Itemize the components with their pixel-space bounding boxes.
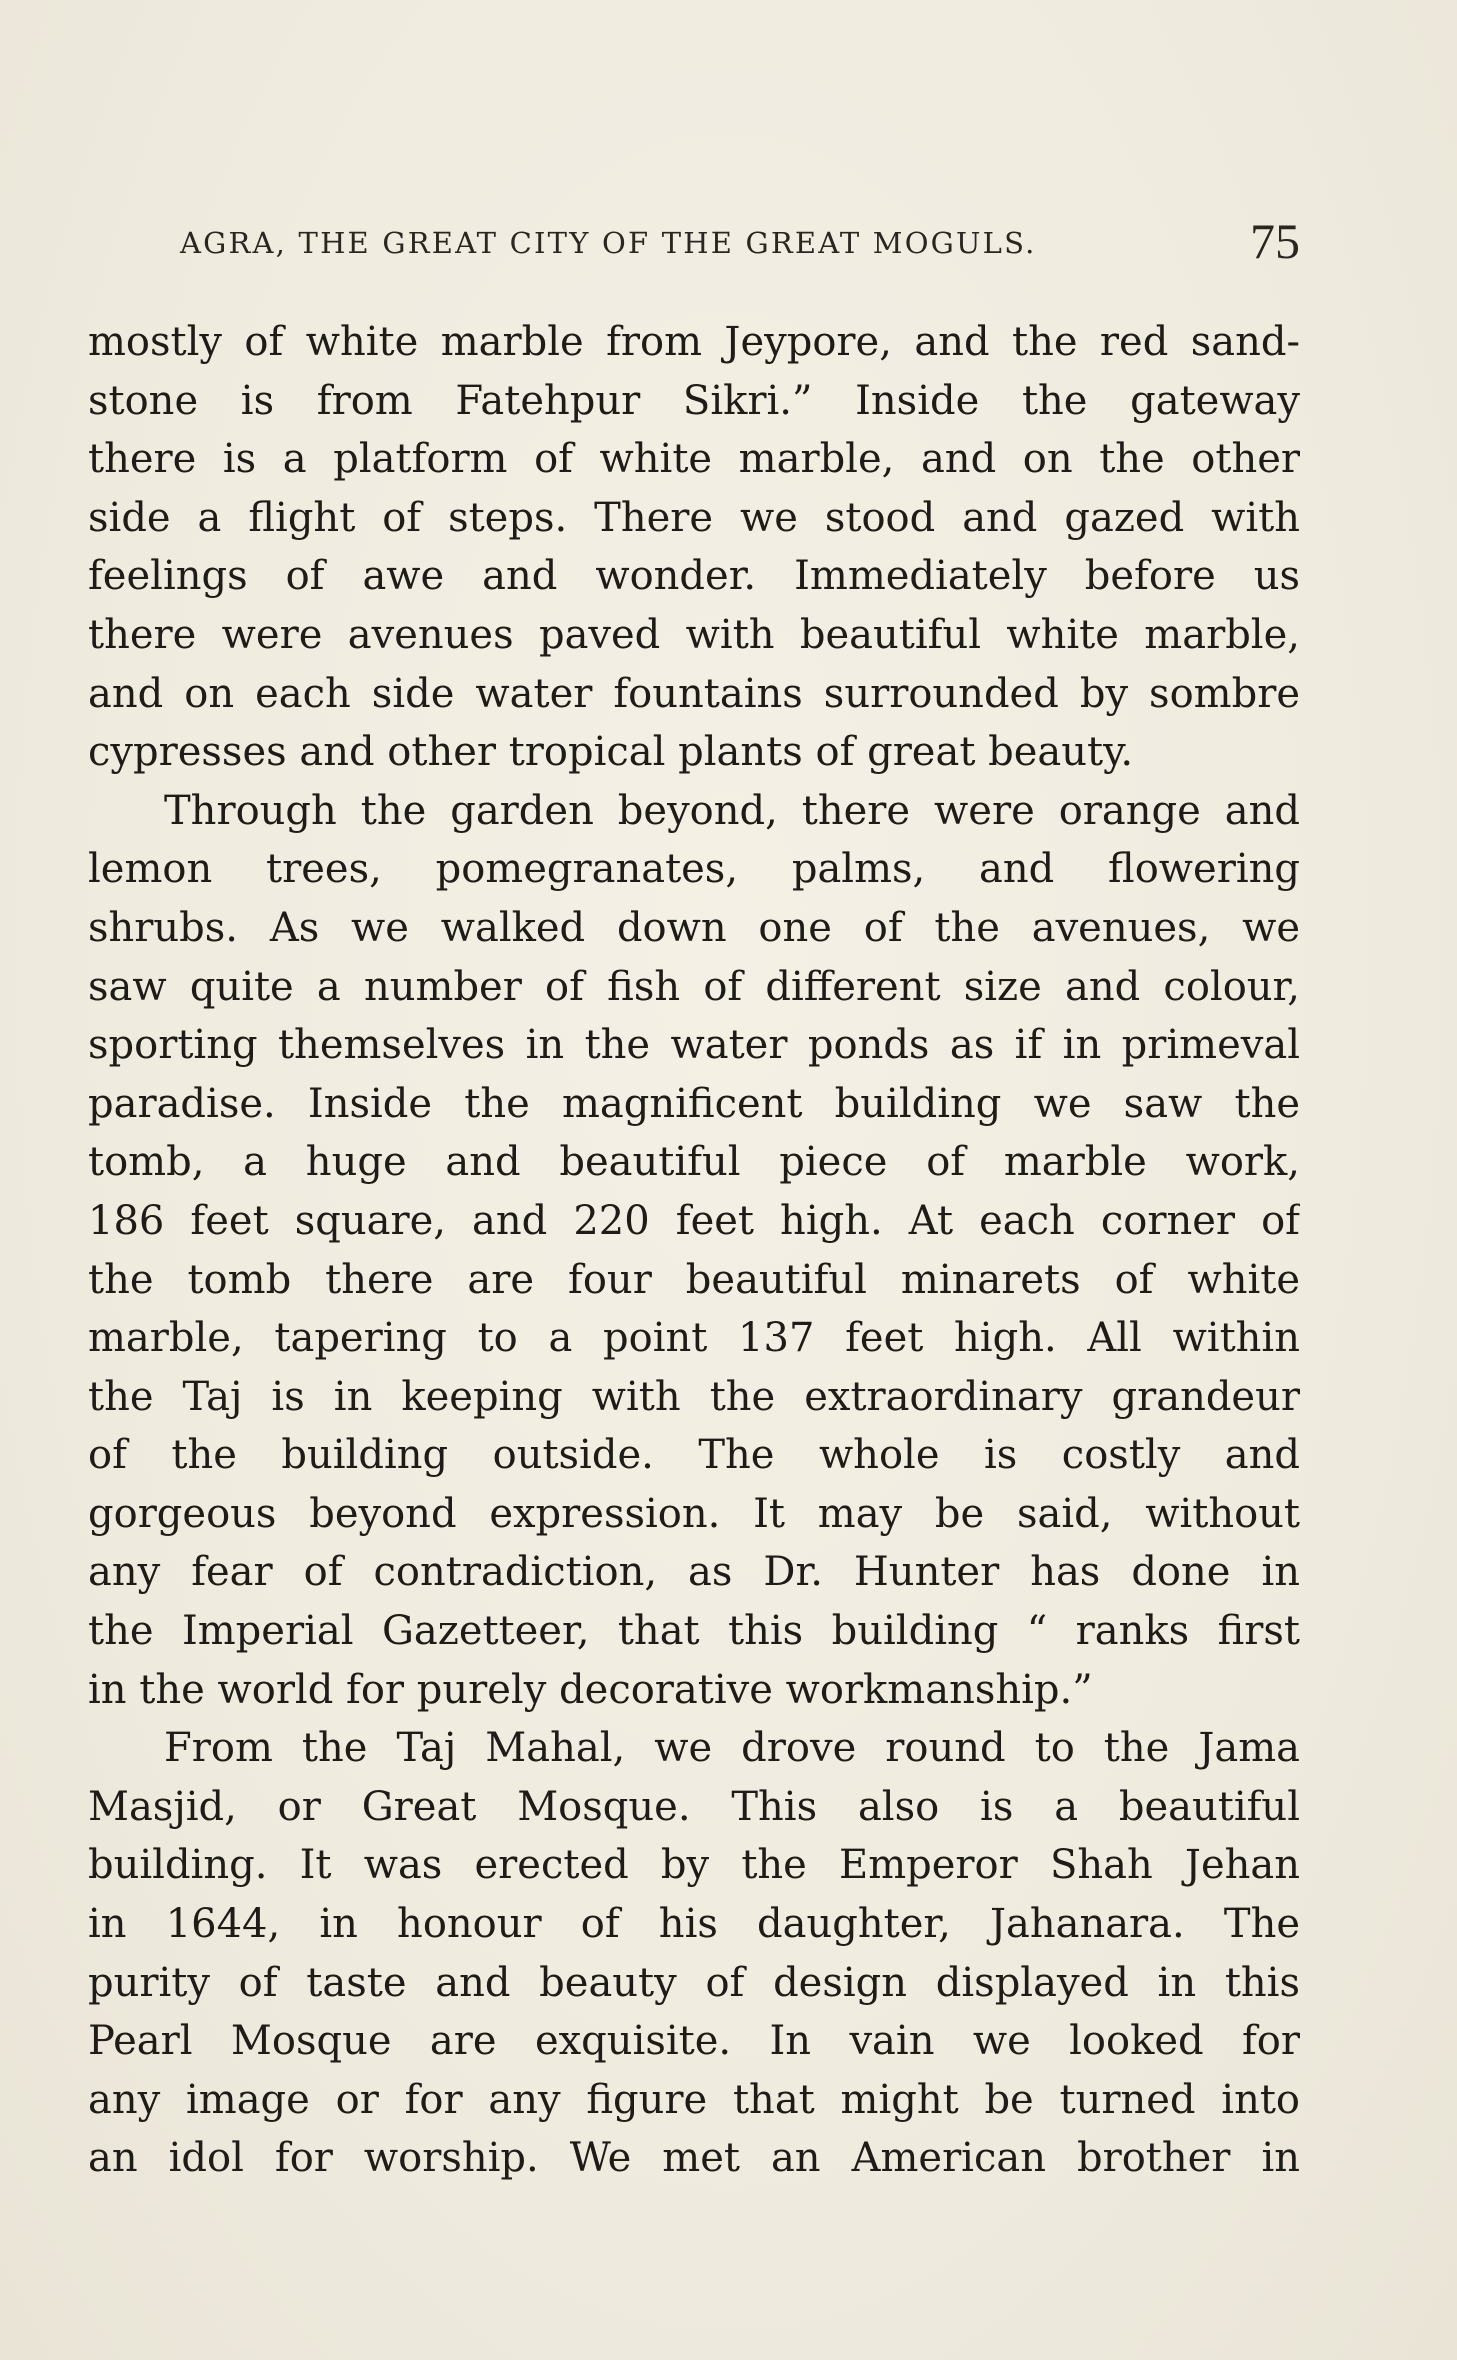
text-line: Through the garden beyond, there were orange and bbox=[164, 787, 1300, 834]
text-line: 186 feet square, and 220 feet high. At each corner of bbox=[88, 1197, 1300, 1244]
text-line: there were avenues paved with beautiful white marble, bbox=[88, 611, 1300, 658]
text-line: of the building outside. The whole is costly and bbox=[88, 1432, 1300, 1479]
text-line: an idol for worship. We met an American brother in bbox=[88, 2135, 1300, 2182]
text-line: side a flight of steps. There we stood and gazed with bbox=[88, 494, 1300, 541]
text-line: paradise. Inside the magnificent building we saw the bbox=[88, 1080, 1300, 1127]
text-line: tomb, a huge and beautiful piece of marble work, bbox=[88, 1139, 1300, 1186]
text-line: in the world for purely decorative workmanship.” bbox=[88, 1666, 1093, 1713]
text-line: Pearl Mosque are exquisite. In vain we looked for bbox=[88, 2018, 1300, 2065]
text-line: cypresses and other tropical plants of great beauty. bbox=[88, 729, 1134, 776]
text-line: Masjid, or Great Mosque. This also is a beautiful bbox=[88, 1783, 1300, 1830]
text-line: any image or for any figure that might be turned into bbox=[88, 2076, 1300, 2123]
text-line: sporting themselves in the water ponds as if in primeval bbox=[88, 1022, 1300, 1069]
text-line: in 1644, in honour of his daughter, Jahanara. The bbox=[88, 1901, 1300, 1948]
text-line: building. It was erected by the Emperor Shah Jehan bbox=[88, 1842, 1300, 1889]
text-line: the tomb there are four beautiful minarets of white bbox=[88, 1256, 1300, 1303]
text-line: shrubs. As we walked down one of the avenues, we bbox=[88, 904, 1300, 951]
text-line: purity of taste and beauty of design displayed in this bbox=[88, 1959, 1300, 2006]
text-line: saw quite a number of fish of different size and colour, bbox=[88, 963, 1300, 1010]
text-line: From the Taj Mahal, we drove round to the Jama bbox=[164, 1725, 1300, 1772]
running-head: AGRA, THE GREAT CITY OF THE GREAT MOGULS. bbox=[180, 226, 1037, 260]
text-line: stone is from Fatehpur Sikri.” Inside the gateway bbox=[88, 377, 1300, 424]
text-line: there is a platform of white marble, and on the other bbox=[88, 436, 1300, 483]
text-line: the Taj is in keeping with the extraordinary grandeur bbox=[88, 1373, 1300, 1420]
text-line: the Imperial Gazetteer, that this building “ ranks first bbox=[88, 1608, 1300, 1655]
body-text bbox=[88, 313, 1300, 2188]
text-line: marble, tapering to a point 137 feet high. All within bbox=[88, 1315, 1300, 1362]
page-header bbox=[180, 212, 1300, 272]
text-line: gorgeous beyond expression. It may be said, without bbox=[88, 1490, 1300, 1537]
text-line: and on each side water fountains surrounded by sombre bbox=[88, 670, 1300, 717]
text-line: mostly of white marble from Jeypore, and the red sand- bbox=[88, 319, 1300, 365]
text-line: feelings of awe and wonder. Immediately before us bbox=[88, 553, 1300, 600]
page-number: 75 bbox=[1250, 213, 1300, 269]
text-line: lemon trees, pomegranates, palms, and flowering bbox=[88, 846, 1300, 893]
text-line: any fear of contradiction, as Dr. Hunter has done in bbox=[88, 1549, 1300, 1596]
